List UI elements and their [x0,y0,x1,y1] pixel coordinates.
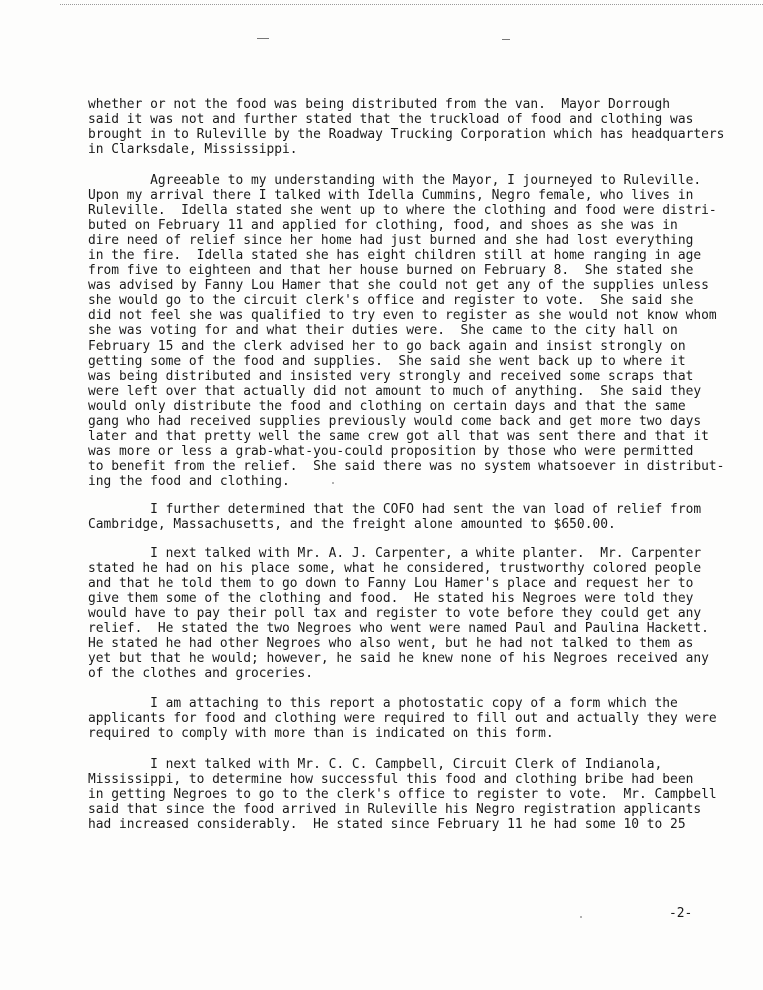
scan-edge-line [60,4,763,5]
scan-mark [502,39,510,40]
paragraph: I next talked with Mr. A. J. Carpenter, a white planter. Mr. Carpenter stated he had on his place some, what he considered, trustworthy colored people and that he told them to go down to Fanny Lou Hamer's place and request her to give them some of the clothing and food. He stated his Negroes were told they would have to pay their poll tax and register to vote before they could get any relief. He stated the two Negroes who went were named Paul and Paulina Hackett. He stated he had other Negroes who also went, but he had not talked to them as yet but that he would; however, he said he knew none of his Negroes received any of the clothes and groceries. [88,546,709,682]
paragraph: whether or not the food was being distributed from the van. Mayor Dorrough said it was not and further stated that the truckload of food and clothing was brought in to Ruleville by the Roadway Trucking Corporation which has headquarters in Clarksdale, Mississippi. [88,97,725,158]
paragraph: I further determined that the COFO had sent the van load of relief from Cambridge, Massachusetts, and the freight alone amounted to $650.00. [88,502,702,533]
paragraph: I next talked with Mr. C. C. Campbell, Circuit Clerk of Indianola, Mississippi, to determine how successful this food and clothing bribe had been in getting Negroes to go to the clerk's office to register to vote. Mr. Campbell said that since the food arrived in Ruleville his Negro registration applicants had increased considerably. He stated since February 11 he had some 10 to 25 [88,757,717,833]
page-number: -2- [669,906,693,921]
paragraph: I am attaching to this report a photostatic copy of a form which the applicants for food and clothing were required to fill out and actually they were required to comply with more than is indicated on this form. [88,696,717,742]
scan-speck [580,916,582,918]
scan-mark [257,38,269,39]
paragraph: Agreeable to my understanding with the Mayor, I journeyed to Ruleville. Upon my arrival there I talked with Idella Cummins, Negro female, who lives in Ruleville. Idella stated she went up to where the clothing and food were distri- buted on February 11 and applied for clothing, food, and shoes as she was in dire need of relief since her home had just burned and she had lost everything in the fire. Idella stated she has eight children still at home ranging in age from five to eighteen and that her house burned on February 8. She stated she was advised by Fanny Lou Hamer that she could not get any of the supplies unless she would go to the circuit clerk's office and register to vote. She said she did not feel she was qualified to try even to register as she would not know whom she was voting for and what their duties were. She came to the city hall on February 15 and the clerk advised her to go back again and insist strongly on getting some of the food and supplies. She said she went back up to where it was being distributed and insisted very strongly and received some scraps that were left over that actually did not amount to much of anything. She said they would only distribute the food and clothing on certain days and that the same gang who had received supplies previously would come back and get more two days later and that pretty well the same crew got all that was sent there and that it was more or less a grab-what-you-could proposition by those who were permitted to benefit from the relief. She said there was no system whatsoever in distribut- ing the food and clothing. [88,173,725,489]
